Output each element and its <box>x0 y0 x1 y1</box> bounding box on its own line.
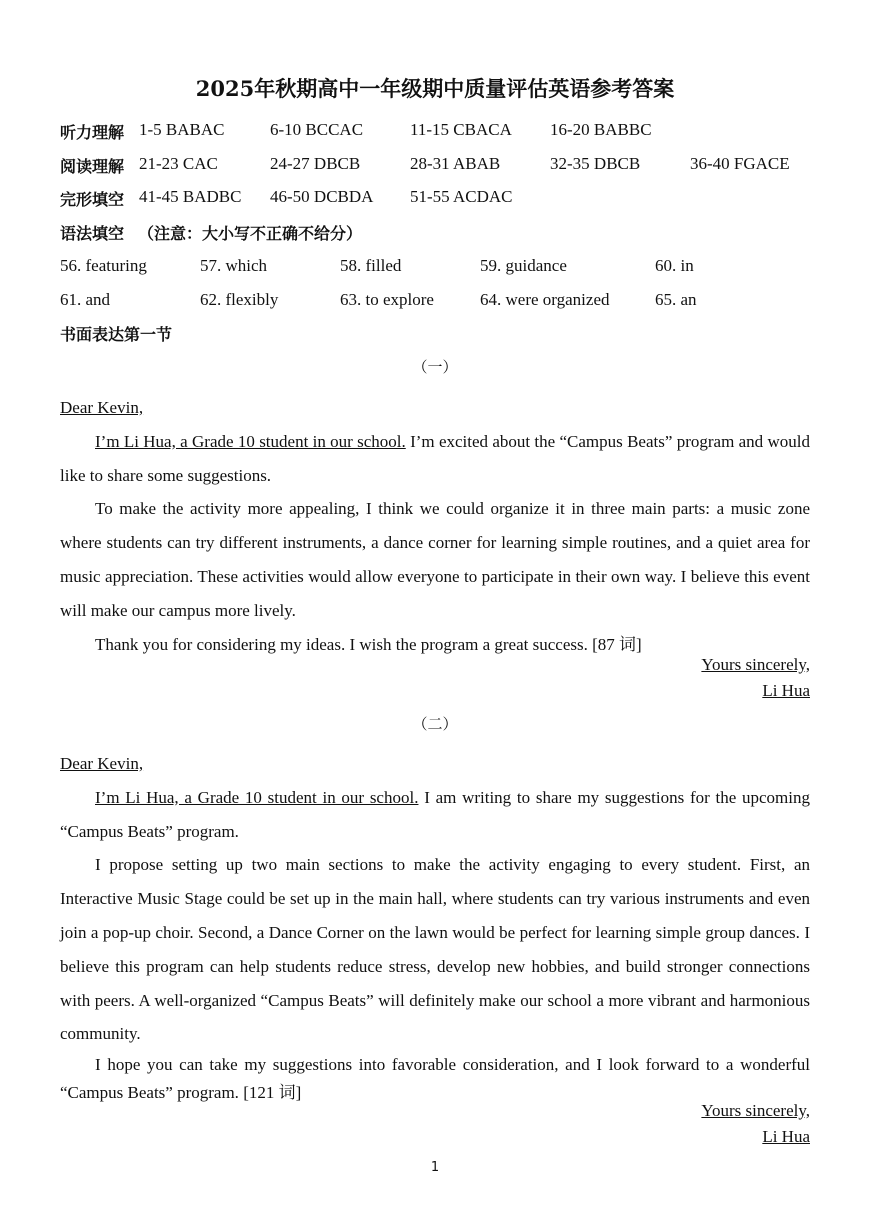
grammar-answer: 64. were organized <box>480 290 610 309</box>
reading-label: 阅读理解 <box>60 157 125 176</box>
answer-group: 41-45 BADBC <box>139 187 242 206</box>
answer-group: 11-15 CBACA <box>410 120 512 139</box>
grammar-note: （注意：大小写不正确不给分） <box>138 224 363 243</box>
body-paragraph: I propose setting up two main sections to make the activity engaging to every student. First, an Interactive Music Stage could be set up in the main hall, where students can try various instruments and even join a pop-up choir. Second, a Dance Corner on the lawn would be perfect for learning simple group dances. I believe this program can help students reduce stress, develop new hobbies, and build stronger connections with peers. A well-organized “Campus Beats” will definitely make our school a more vibrant and harmonious community. <box>60 855 810 1044</box>
grammar-answer: 62. flexibly <box>200 290 279 309</box>
answer-group: 24-27 DBCB <box>270 154 361 173</box>
grammar-answer: 59. guidance <box>480 256 567 275</box>
answer-group: 32-35 DBCB <box>550 154 641 173</box>
signoff: Yours sincerely, <box>701 655 810 674</box>
listening-label: 听力理解 <box>60 123 125 142</box>
grammar-answer: 61. and <box>60 290 111 309</box>
greeting: Dear Kevin, <box>60 754 144 773</box>
intro-paragraph <box>60 781 810 849</box>
intro-text: I’m excited about the “Campus Beats” program and would like to share some suggestions. <box>60 431 810 485</box>
answer-group: 6-10 BCCAC <box>270 120 364 139</box>
answer-group: 46-50 DCBDA <box>270 187 374 206</box>
answer-group: 16-20 BABBC <box>550 120 652 139</box>
answer-group: 21-23 CAC <box>139 154 218 173</box>
grammar-answer: 65. an <box>655 290 697 309</box>
cloze-label: 完形填空 <box>60 190 125 209</box>
word-count: [121 词] <box>238 1083 302 1103</box>
answer-group: 51-55 ACDAC <box>410 187 513 206</box>
closing-paragraph <box>60 1051 810 1107</box>
word-count: [87 词] <box>587 634 642 654</box>
grammar-heading <box>60 221 362 244</box>
greeting: Dear Kevin, <box>60 398 144 417</box>
intro-text: I am writing to share my suggestions for the upcoming “Campus Beats” program. <box>60 787 810 841</box>
essay-2-letter <box>60 747 810 1107</box>
grammar-answer: 58. filled <box>340 256 402 275</box>
signoff: Yours sincerely, <box>701 1101 810 1120</box>
grammar-answer: 57. which <box>200 256 268 275</box>
writing-heading: 书面表达第一节 <box>60 325 173 344</box>
essay-number: （二） <box>412 715 458 733</box>
answer-group: 28-31 ABAB <box>410 154 501 173</box>
body-paragraph: To make the activity more appealing, I think we could organize it in three main parts: a music zone where students can try different instruments, a dance corner for learning simple routines, and a quiet area for music appreciation. These activities would allow everyone to participate in their own way. I believe this event will make our campus more lively. <box>60 499 810 620</box>
essay-2-signature <box>701 1101 810 1153</box>
grammar-answer: 63. to explore <box>340 290 434 309</box>
signature-name: Li Hua <box>762 1127 810 1146</box>
grammar-answer: 60. in <box>655 256 694 275</box>
closing-text: I hope you can take my suggestions into favorable consideration, and I look forward to a wonderful “Campus Beats” program. <box>60 1055 810 1103</box>
intro-underlined: I’m Li Hua, a Grade 10 student in our school. <box>95 431 406 451</box>
answer-group: 36-40 FGACE <box>690 154 790 173</box>
page-title: 2025年秋期高中一年级期中质量评估英语参考答案 <box>195 76 675 101</box>
grammar-label: 语法填空 <box>60 224 125 243</box>
page-number: 1 <box>430 1160 440 1175</box>
essay-1-letter <box>60 391 810 661</box>
grammar-answer: 56. featuring <box>60 256 147 275</box>
closing-text: Thank you for considering my ideas. I wish the program a great success. <box>95 634 588 654</box>
intro-paragraph <box>60 425 810 493</box>
closing-paragraph <box>60 628 810 662</box>
intro-underlined: I’m Li Hua, a Grade 10 student in our school. <box>95 787 419 807</box>
essay-1-signature <box>701 655 810 707</box>
answer-group: 1-5 BABAC <box>139 120 225 139</box>
essay-number: （一） <box>412 358 458 376</box>
signature-name: Li Hua <box>762 681 810 700</box>
